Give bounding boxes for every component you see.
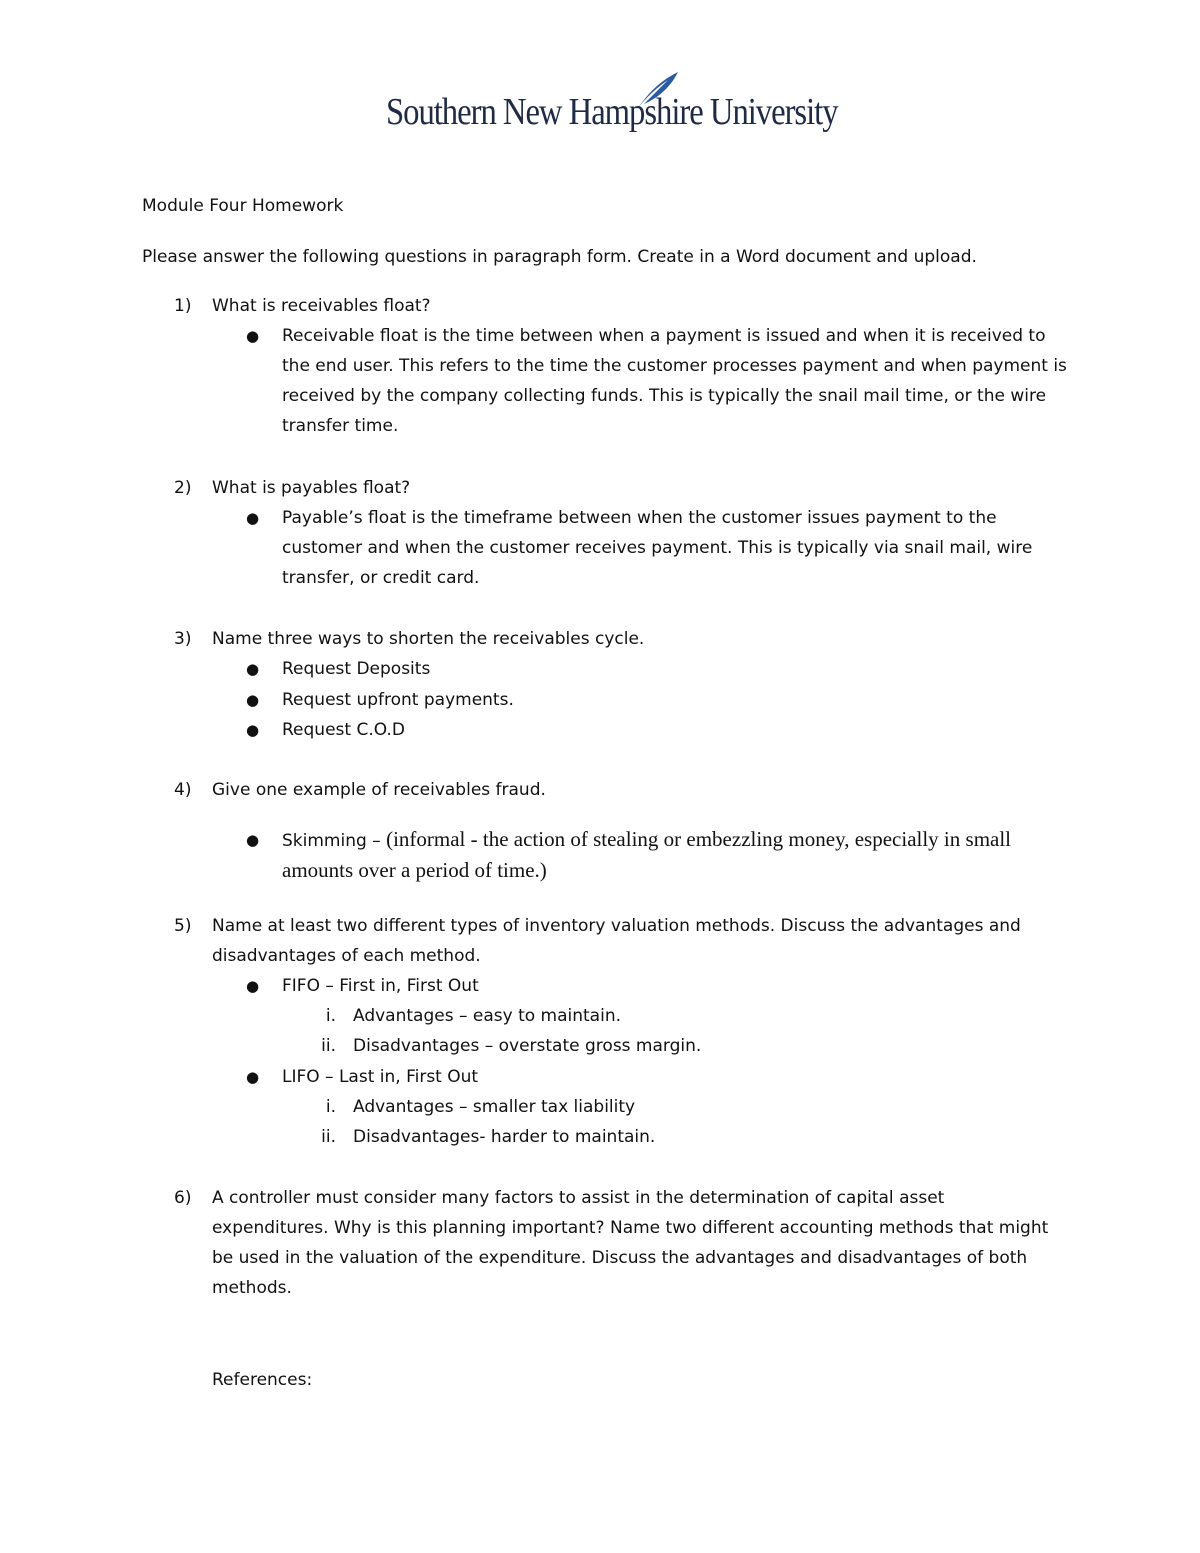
logo-wordmark: Southern New Hampshire University [386, 91, 838, 133]
bullet-icon: ● [246, 509, 260, 527]
method-name: FIFO – First in, First Out [282, 976, 479, 996]
answer-item: Request Deposits [282, 659, 431, 679]
method-detail: Disadvantages- harder to maintain. [353, 1127, 656, 1147]
method-detail: Advantages – smaller tax liability [353, 1097, 636, 1117]
method-name: LIFO – Last in, First Out [282, 1067, 479, 1087]
bullet-icon: ● [246, 977, 260, 995]
roman-numeral: ii. [321, 1036, 336, 1056]
answer-term: Skimming – [282, 831, 387, 851]
question-text: A controller must consider many factors to assist in the determination of capital asset expenditures. Why is this planning important? Name two different accounting methods that might be used in the valuation of the expenditure. Discuss the advantages and disadvantages of both methods. [212, 1188, 1049, 1298]
bullet-icon: ● [246, 831, 260, 849]
bullet-icon: ● [246, 721, 260, 739]
answer-text [282, 825, 1072, 887]
bullet-icon: ● [246, 327, 260, 345]
answer-definition: (informal - the action of stealing or embezzling money, especially in small amounts over a period of time.) [282, 827, 1012, 882]
question-number: 5) [174, 916, 192, 936]
roman-numeral: i. [325, 1097, 336, 1117]
bullet-icon: ● [246, 691, 260, 709]
question-text: What is payables float? [212, 478, 411, 498]
question-number: 6) [174, 1188, 192, 1208]
references-label: References: [212, 1370, 313, 1390]
question-number: 1) [174, 296, 192, 316]
answer-text: Receivable float is the time between when a payment is issued and when it is received to the end user. This refers to the time the customer processes payment and when payment is received by the company collecting funds. This is typically the snail mail time, or the wire transfer time. [282, 326, 1067, 436]
answer-item: Request upfront payments. [282, 690, 514, 710]
question-text: Give one example of receivables fraud. [212, 780, 546, 800]
question-text: Name at least two different types of inventory valuation methods. Discuss the advantages and disadvantages of each method. [212, 916, 1021, 966]
roman-numeral: ii. [321, 1127, 336, 1147]
question-text: What is receivables float? [212, 296, 431, 316]
question-number: 2) [174, 478, 192, 498]
bullet-icon: ● [246, 1068, 260, 1086]
method-detail: Disadvantages – overstate gross margin. [353, 1036, 702, 1056]
answer-text: Payable’s float is the timeframe between when the customer issues payment to the customer and when the customer receives payment. This is typically via snail mail, wire transfer, or credit card. [282, 508, 1033, 588]
university-logo [386, 66, 838, 138]
document-title: Module Four Homework [142, 196, 344, 216]
answer-item: Request C.O.D [282, 720, 405, 740]
method-detail: Advantages – easy to maintain. [353, 1006, 621, 1026]
question-number: 4) [174, 780, 192, 800]
question-text: Name three ways to shorten the receivables cycle. [212, 629, 645, 649]
instructions-text: Please answer the following questions in paragraph form. Create in a Word document and upload. [142, 247, 977, 267]
feather-icon [632, 68, 682, 112]
bullet-icon: ● [246, 660, 260, 678]
roman-numeral: i. [325, 1006, 336, 1026]
question-number: 3) [174, 629, 192, 649]
